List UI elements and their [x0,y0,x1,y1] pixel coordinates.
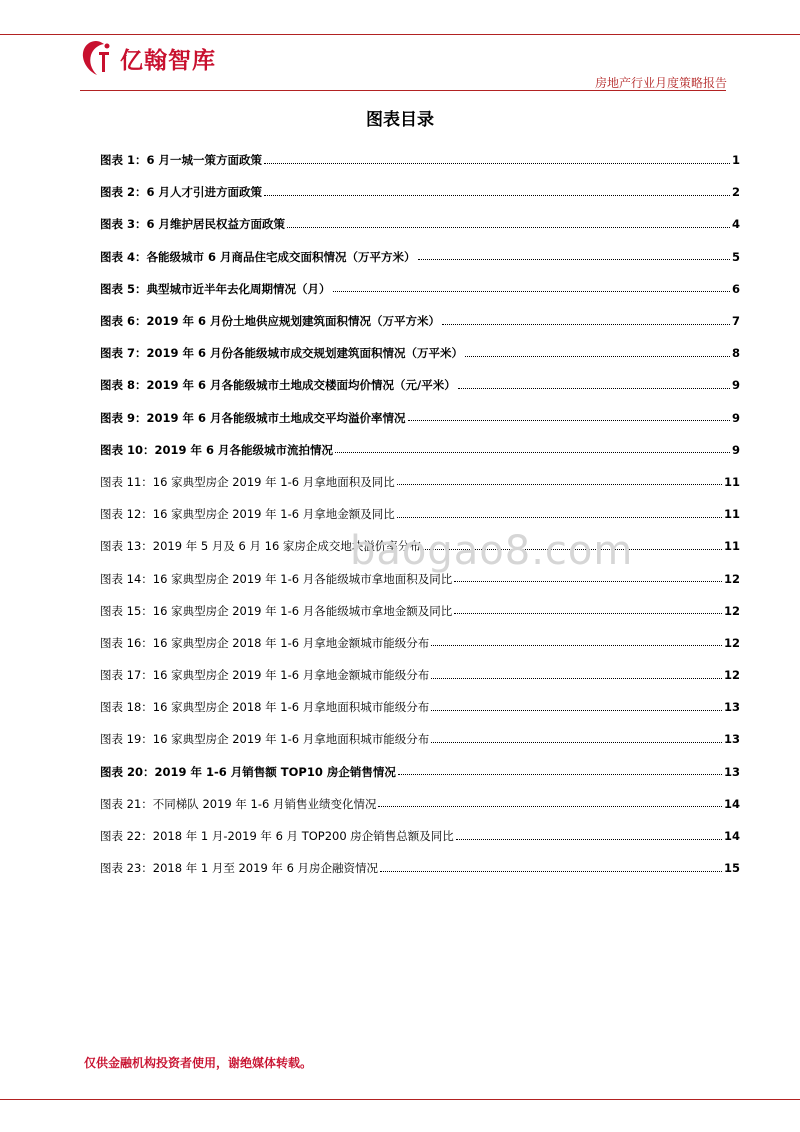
toc-entry-label: 图表 6：2019 年 6 月份土地供应规划建筑面积情况（万平方米） [100,314,441,329]
toc-entry-leader [380,871,722,872]
toc-entry-page: 11 [723,507,740,522]
toc-entry[interactable] [100,788,740,820]
toc-entry-label: 图表 22：2018 年 1 月-2019 年 6 月 TOP200 房企销售总额及同比 [100,829,454,844]
toc-entry-label: 图表 3：6 月维护居民权益方面政策 [100,217,286,232]
toc-entry[interactable] [100,659,740,691]
header-rule [80,90,726,91]
toc-entry[interactable] [100,273,740,305]
toc-entry[interactable] [100,627,740,659]
toc-entry-page: 9 [731,378,740,393]
toc-entry-label: 图表 4：各能级城市 6 月商品住宅成交面积情况（万平方米） [100,249,416,264]
footer-disclaimer: 仅供金融机构投资者使用，谢绝媒体转载。 [84,1056,313,1070]
toc-entry-page: 13 [723,732,740,747]
toc-entry-leader [264,195,730,196]
toc-entry-leader [287,227,730,228]
toc-entry-page: 12 [723,603,740,618]
toc-entry-page: 11 [723,474,740,489]
toc-entry-leader [431,645,722,646]
toc-entry-page: 6 [731,281,740,296]
toc-entry-leader [418,259,730,260]
toc-entry-page: 14 [723,829,740,844]
brand-name: 亿翰智库 [120,47,216,74]
toc-entry-label: 图表 15：16 家典型房企 2019 年 1-6 月各能级城市拿地金额及同比 [100,603,453,618]
toc-entry-label: 图表 14：16 家典型房企 2019 年 1-6 月各能级城市拿地面积及同比 [100,571,453,586]
toc-entry[interactable] [100,402,740,434]
toc-entry[interactable] [100,208,740,240]
toc-entry-label: 图表 18：16 家典型房企 2018 年 1-6 月拿地面积城市能级分布 [100,700,430,715]
toc-entry-leader [378,806,722,807]
toc-entry-leader [458,388,730,389]
toc-list [100,144,740,884]
bottom-rule [0,1099,800,1100]
toc-entry-page: 9 [731,442,740,457]
toc-entry-leader [397,484,722,485]
toc-entry-label: 图表 13：2019 年 5 月及 6 月 16 家房企成交地块溢价率分布 [100,539,421,554]
toc-entry[interactable] [100,241,740,273]
toc-title: 图表目录 [366,110,434,130]
toc-entry[interactable] [100,369,740,401]
toc-entry[interactable] [100,305,740,337]
top-rule [0,34,800,35]
toc-entry[interactable] [100,466,740,498]
toc-entry[interactable] [100,820,740,852]
toc-entry[interactable] [100,337,740,369]
toc-entry-leader [456,839,722,840]
toc-entry[interactable] [100,498,740,530]
toc-entry[interactable] [100,691,740,723]
toc-entry-label: 图表 9：2019 年 6 月各能级城市土地成交平均溢价率情况 [100,410,406,425]
toc-entry-label: 图表 11：16 家典型房企 2019 年 1-6 月拿地面积及同比 [100,474,395,489]
toc-entry-page: 12 [723,668,740,683]
toc-entry-page: 12 [723,571,740,586]
toc-entry-leader [431,678,722,679]
toc-entry-page: 7 [731,314,740,329]
toc-entry-label: 图表 23：2018 年 1 月至 2019 年 6 月房企融资情况 [100,861,379,876]
toc-entry[interactable] [100,434,740,466]
toc-entry-page: 5 [731,249,740,264]
toc-entry-label: 图表 20：2019 年 1-6 月销售额 TOP10 房企销售情况 [100,764,396,779]
toc-entry-leader [333,291,730,292]
toc-entry-label: 图表 16：16 家典型房企 2018 年 1-6 月拿地金额城市能级分布 [100,635,430,650]
toc-entry-leader [454,581,722,582]
brand-logo [78,38,216,78]
toc-entry-page: 2 [731,185,740,200]
toc-entry-page: 1 [731,153,740,168]
toc-entry-page: 9 [731,410,740,425]
watermark: baogao8.com [350,528,634,574]
toc-entry-leader [264,163,730,164]
brand-logo-icon [78,38,114,78]
toc-entry-label: 图表 8：2019 年 6 月各能级城市土地成交楼面均价情况（元/平米） [100,378,456,393]
toc-entry-leader [465,356,730,357]
toc-entry[interactable] [100,723,740,755]
toc-entry-page: 8 [731,346,740,361]
toc-entry-leader [408,420,730,421]
toc-entry-leader [454,613,722,614]
toc-entry[interactable] [100,595,740,627]
toc-entry-label: 图表 7：2019 年 6 月份各能级城市成交规划建筑面积情况（万平米） [100,346,464,361]
report-type: 房地产行业月度策略报告 [594,76,727,90]
toc-entry-label: 图表 1：6 月一城一策方面政策 [100,153,263,168]
toc-entry-leader [442,324,730,325]
toc-entry-label: 图表 2：6 月人才引进方面政策 [100,185,263,200]
toc-entry-page: 11 [723,539,740,554]
toc-entry[interactable] [100,176,740,208]
toc-entry-page: 14 [723,796,740,811]
toc-entry[interactable] [100,144,740,176]
toc-entry-label: 图表 10：2019 年 6 月各能级城市流拍情况 [100,442,334,457]
toc-entry-leader [431,742,722,743]
toc-entry-page: 4 [731,217,740,232]
toc-entry-leader [335,452,730,453]
toc-entry-page: 13 [723,700,740,715]
toc-entry-label: 图表 17：16 家典型房企 2019 年 1-6 月拿地金额城市能级分布 [100,668,430,683]
toc-entry-label: 图表 21：不同梯队 2019 年 1-6 月销售业绩变化情况 [100,796,377,811]
toc-entry-page: 12 [723,635,740,650]
toc-entry-label: 图表 12：16 家典型房企 2019 年 1-6 月拿地金额及同比 [100,507,395,522]
toc-entry-page: 15 [723,861,740,876]
toc-entry-label: 图表 5：典型城市近半年去化周期情况（月） [100,281,331,296]
toc-entry[interactable] [100,852,740,884]
toc-entry[interactable] [100,756,740,788]
toc-entry-page: 13 [723,764,740,779]
toc-entry-leader [431,710,722,711]
toc-entry-label: 图表 19：16 家典型房企 2019 年 1-6 月拿地面积城市能级分布 [100,732,430,747]
toc-entry-leader [397,517,722,518]
toc-entry-leader [398,774,722,775]
